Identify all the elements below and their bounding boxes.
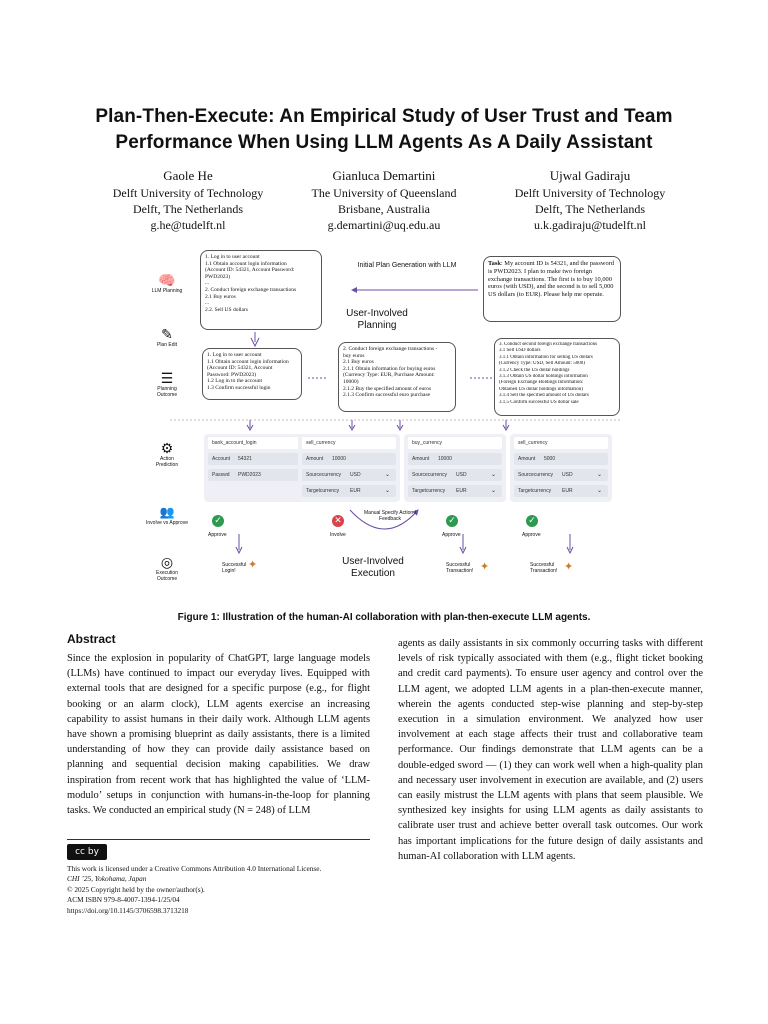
author-name: Ujwal Gadiraju (549, 168, 631, 183)
action-name-field (514, 437, 608, 449)
decision-label-1: Approve (208, 532, 227, 538)
param-key: Amount (412, 456, 430, 462)
author-location: Brisbane, Australia (338, 202, 430, 216)
param-value: PWD2023 (238, 472, 261, 478)
plan-line: 2.1.1 Obtain information for buying euros (343, 365, 436, 372)
involve-approve-label: Involve vs Approve (146, 520, 188, 526)
isbn-text: ACM ISBN 979-8-4007-1394-1/25/04 (67, 895, 180, 905)
chevron-down-icon[interactable]: ⌄ (384, 488, 390, 494)
execution-outcome-icon: ◎ Execution Outcome (156, 554, 178, 582)
plan-down-arrow (251, 332, 259, 346)
plan-line: 3. Conduct second foreign exchange transactions (499, 342, 598, 347)
plan-line: 2.1 Buy euros (205, 293, 236, 300)
down-arrow-4 (503, 420, 509, 430)
plan-line: 10000) (343, 378, 359, 385)
action-name: buy_currency (412, 440, 443, 446)
plan-line: (Currency Type: EUR, Purchase Amount: (343, 372, 435, 379)
manual-feedback-label: Manual Specify Action / Feedback (364, 510, 416, 522)
param-value: EUR (562, 488, 573, 494)
action-panel-3[interactable] (404, 434, 506, 502)
action-param-field[interactable] (514, 453, 608, 465)
user-execution-label: User-Involved Execution (342, 556, 404, 579)
action-name: bank_account_login (212, 440, 257, 446)
action-panel-2[interactable] (298, 434, 400, 502)
action-param-field[interactable] (302, 485, 396, 497)
plan-line: 3.1.5 Confirm successful US dollar sale (499, 399, 579, 405)
plan-line: 2. Conduct foreign exchange transactions - (343, 346, 438, 352)
license-text: This work is licensed under a Creative Commons Attribution 4.0 International License. (67, 864, 322, 873)
plan-line: (Account ID: 54321, Account Password: (205, 267, 295, 274)
down-arrow-3 (397, 420, 403, 430)
plan-line: 3.1.3 Obtain US dollar holdings information (499, 374, 588, 380)
plan-line: (Foreign Exchange Holdings Information: (499, 380, 584, 386)
action-param-field[interactable] (208, 469, 302, 481)
plan-line: buy euros (343, 352, 365, 359)
down-arrow-2 (349, 420, 355, 430)
action-param-field[interactable] (408, 485, 502, 497)
plan-line: 1.2 Log in to the account (207, 378, 262, 385)
action-panel-1 (204, 434, 306, 502)
action-name: sell_currency (306, 440, 336, 446)
party-popper-icon: ✦ (564, 560, 574, 573)
cc-by-license-icon: cc by (67, 844, 107, 860)
plan-line: Obtained US dollar holdings information) (499, 386, 583, 392)
author-name: Gianluca Demartini (332, 168, 436, 183)
task-label: Task (488, 260, 501, 267)
param-value: 10000 (438, 456, 452, 462)
party-popper-icon: ✦ (480, 560, 490, 573)
footnote-rule (67, 839, 370, 840)
action-param-field[interactable] (302, 453, 396, 465)
approve-check-icon: ✓ (526, 515, 538, 527)
param-key: Sourcecurrency (412, 472, 448, 478)
param-key: Targetcurrency (306, 488, 340, 494)
author-affiliation: Delft University of Technology (514, 186, 666, 200)
param-value: USD (456, 472, 467, 478)
param-key: Targetcurrency (412, 488, 446, 494)
param-value: USD (562, 472, 573, 478)
author-name: Gaole He (163, 168, 213, 183)
action-name-field (408, 437, 502, 449)
param-value: 54321 (238, 456, 252, 462)
abstract-paragraph-1: Since the explosion in popularity of ChatGPT, large language models (LLMs) have continued to impact our everyday lives. Equipped with external tools that are designed for a specific purpose (e.g., for flight booking or an alarm clock), LLM agents exercise an increasing capability to assist humans in their daily work. Although LLM agents have shown a promising blueprint as daily assistants, there is a limited understanding of how they can provide daily assistance based on planning and sequential decision making capabilities. We draw inspiration from recent work that has highlighted the value of ‘LLM-modulo’ setups in conjunction with humans-in-the-loop for planning tasks. We conducted an empirical study (N = 248) of LLM (67, 653, 370, 817)
execution-outcome-label: Execution Outcome (156, 570, 178, 582)
plan-edit-label: Plan Edit (156, 342, 177, 348)
action-param-field[interactable] (302, 469, 396, 481)
param-key: Passwd (212, 472, 230, 478)
user-planning-label: User-Involved Planning (346, 308, 408, 331)
chevron-down-icon[interactable]: ⌄ (384, 472, 390, 478)
action-prediction-label: Action Prediction (155, 456, 179, 468)
success-label-2: Successful Transaction! (446, 562, 474, 574)
author-location: Delft, The Netherlands (534, 202, 646, 216)
plan-line: 1.1 Obtain account login information (205, 260, 287, 267)
param-key: Sourcecurrency (518, 472, 554, 478)
plan-line: 2.1 Buy euros (343, 359, 374, 366)
chevron-down-icon[interactable]: ⌄ (596, 472, 602, 478)
initial-plan-label: Initial Plan Generation with LLM (357, 262, 457, 269)
plan-line: 2. Conduct foreign exchange transactions (205, 286, 297, 293)
exec-arrow-1 (236, 534, 242, 553)
involve-cross-icon: ✕ (332, 515, 344, 527)
param-key: Targetcurrency (518, 488, 552, 494)
exec-arrow-3 (567, 534, 573, 553)
title-line-1: Plan-Then-Execute: An Empirical Study of User Trust and Team (95, 106, 673, 127)
license-block (67, 864, 377, 916)
author-email: g.demartini@uq.edu.au (327, 218, 441, 232)
llm-planning-icon: 🧠 LLM Planning (151, 272, 183, 294)
action-param-field[interactable] (514, 469, 608, 481)
plan-line: ... (205, 280, 210, 287)
venue-text: CHI ’25, Yokohama, Japan (67, 874, 147, 884)
abstract-heading: Abstract (67, 632, 116, 646)
decision-label-2: Involve (330, 532, 346, 538)
author-email: g.he@tudelft.nl (150, 218, 226, 232)
param-key: Sourcecurrency (306, 472, 342, 478)
decision-label-3: Approve (442, 532, 461, 538)
success-label-1: Successful Login! (222, 562, 247, 574)
paper-title (40, 104, 728, 156)
param-key: Amount (306, 456, 324, 462)
plan-outcome-box-3 (494, 338, 620, 416)
plan-line: Password: PWD2023) (207, 371, 257, 378)
plan-line: 2.2. Sell US dollars (205, 306, 248, 313)
author-location: Delft, The Netherlands (132, 202, 244, 216)
approve-check-icon: ✓ (446, 515, 458, 527)
action-name: sell_currency (518, 440, 548, 446)
plan-line: 1. Log in to user account (205, 254, 260, 260)
involve-approve-icon: 👥 Involve vs Approve (146, 505, 188, 526)
author-affiliation: Delft University of Technology (112, 186, 264, 200)
param-value: EUR (456, 488, 467, 494)
plan-line: (Account ID: 54321, Account (207, 365, 273, 372)
party-popper-icon: ✦ (248, 558, 258, 571)
param-value: 5000 (544, 456, 556, 462)
chevron-down-icon[interactable]: ⌄ (490, 472, 496, 478)
plan-line: 1. Log in to user account (207, 352, 262, 358)
planning-outcome-label: Planning Outcome (156, 386, 178, 398)
author-block-2 (274, 168, 494, 233)
initial-plan-box (200, 250, 322, 330)
success-label-3: Successful Transaction! (530, 562, 558, 574)
plan-line: 1.1 Obtain account login information (207, 358, 289, 365)
title-line-2: Performance When Using LLM Agents As A Daily Assistant (115, 132, 653, 153)
plan-line: 3.1.4 Sell the specified amount of US dollars (499, 393, 589, 399)
action-param-field[interactable] (408, 469, 502, 481)
param-value: USD (350, 472, 361, 478)
plan-line: ... (205, 300, 210, 307)
abstract-column-left (67, 651, 370, 818)
action-name-field (302, 437, 396, 449)
author-affiliation: The University of Queensland (311, 186, 457, 200)
plan-line: 3.1 Sell USD dollars (499, 348, 541, 354)
plan-outcome-box-2 (338, 342, 456, 412)
plan-outcome-box-1 (202, 348, 302, 400)
plan-line: 3.1.2 Check the US dollar holdings (499, 367, 570, 373)
param-value: 10000 (332, 456, 346, 462)
down-arrow-1 (247, 420, 253, 430)
author-block-3 (480, 168, 700, 233)
chevron-down-icon[interactable]: ⌄ (490, 488, 496, 494)
abstract-column-right (398, 636, 703, 864)
param-value: EUR (350, 488, 361, 494)
task-text: : My account ID is 54321, and the password is PWD2023. I plan to make two foreign exchange transactions. The first is to buy 10,000 euros (with USD), and the second is to sell 5,000 US dollars (to EUR). Please help me operate. (488, 260, 614, 299)
action-name-field (208, 437, 302, 449)
action-panel-4[interactable] (510, 434, 612, 502)
param-key: Account (212, 456, 231, 462)
param-key: Amount (518, 456, 536, 462)
decision-label-4: Approve (522, 532, 541, 538)
doi-link[interactable]: https://doi.org/10.1145/3706598.3713218 (67, 905, 189, 915)
action-param-field[interactable] (514, 485, 608, 497)
approve-check-icon: ✓ (212, 515, 224, 527)
author-email: u.k.gadiraju@tudelft.nl (533, 218, 647, 232)
plan-line: PWD2023) (205, 273, 231, 280)
plan-line: 2.1.2 Buy the specified amount of euros (343, 385, 431, 392)
copyright-text: © 2025 Copyright held by the owner/author(s). (67, 884, 205, 894)
llm-planning-label: LLM Planning (151, 288, 183, 294)
action-param-field[interactable] (408, 453, 502, 465)
planning-outcome-icon: ☰ Planning Outcome (156, 370, 178, 398)
plan-line: 3.1.1 Obtain information for selling US dollars (499, 354, 593, 360)
plan-line: 2.1.3 Confirm successful euro purchase (343, 392, 431, 399)
abstract-paragraph-2: agents as daily assistants in six commonly occurring tasks with different levels of risk typically associated with them (e.g., flight ticket booking and credit card payments). To ensure user agency and control over the LLM agent, we adopted LLM agents in a plan-then-execute manner, wherein the agents conducted step-wise planning and step-by-step execution in a simulation environment. We analyzed how user involvement at each stage affects their trust and collaborative team performance. Our findings demonstrate that LLM agents can be a double-edged sword — (1) they can work well when a high-quality plan and necessary user involvement in execution are available, and (2) users can easily mistrust the LLM agents with plans that seem plausible. We synthesized key insights for using LLM agents as daily assistants to calibrate user trust and achieve better overall task outcomes. Our work has important implications for the future design of daily assistants and human-AI collaboration with LLM agents. (398, 638, 703, 862)
figure-caption: Figure 1: Illustration of the human-AI collaboration with plan-then-execute LLM agents. (177, 612, 591, 623)
author-block-1 (78, 168, 298, 233)
plan-line: (Currency Type: USD, Sell Amount: 5000) (499, 361, 585, 367)
figure-1 (146, 248, 620, 600)
plan-edit-icon: ✎ Plan Edit (156, 326, 177, 348)
chevron-down-icon[interactable]: ⌄ (596, 488, 602, 494)
task-box (483, 256, 621, 322)
action-prediction-icon: ⚙ Action Prediction (155, 440, 179, 468)
action-param-field[interactable] (208, 453, 302, 465)
plan-line: 1.3 Confirm successful login (207, 384, 271, 391)
